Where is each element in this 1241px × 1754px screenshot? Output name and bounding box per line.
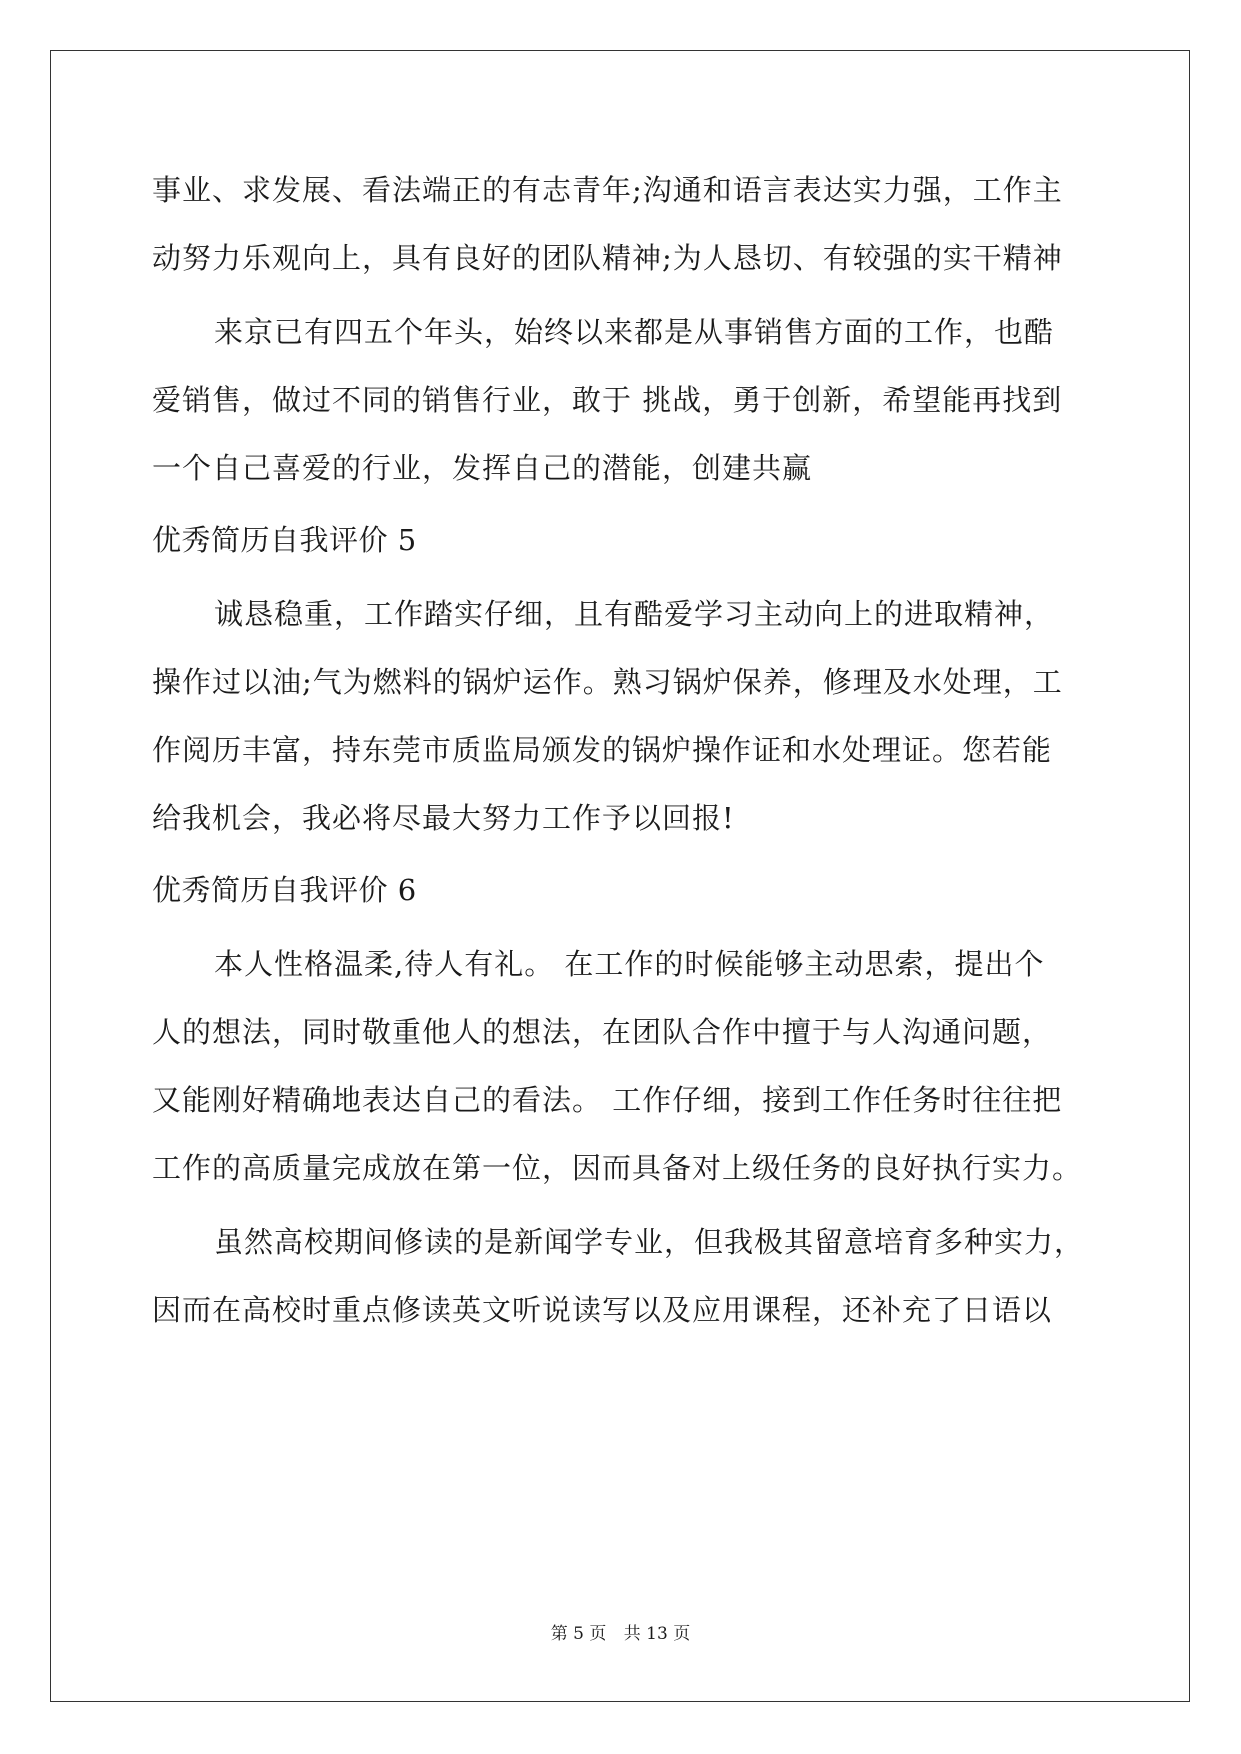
text-line: 事业、求发展、看法端正的有志青年;沟通和语言表达实力强，工作主: [152, 173, 1063, 207]
text-line: 工作的高质量完成放在第一位，因而具备对上级任务的良好执行实力。: [152, 1151, 1083, 1185]
text-line: 诚恳稳重，工作踏实仔细，且有酷爱学习主动向上的进取精神，: [214, 597, 1055, 631]
section-heading: 优秀简历自我评价 6: [152, 873, 417, 907]
section-heading: 优秀简历自我评价 5: [152, 523, 417, 557]
text-line: 操作过以油;气为燃料的锅炉运作。熟习锅炉保养，修理及水处理，工: [152, 665, 1063, 699]
text-line: 虽然高校期间修读的是新闻学专业，但我极其留意培育多种实力，: [214, 1225, 1085, 1259]
text-line: 来京已有四五个年头，始终以来都是从事销售方面的工作，也酷: [214, 315, 1055, 349]
text-line: 人的想法，同时敬重他人的想法，在团队合作中擅于与人沟通问题，: [152, 1015, 1053, 1049]
text-line: 本人性格温柔,待人有礼。 在工作的时候能够主动思索，提出个: [214, 947, 1045, 981]
page-number: 第 5 页: [550, 1624, 607, 1644]
text-line: 因而在高校时重点修读英文听说读写以及应用课程，还补充了日语以: [152, 1293, 1053, 1327]
text-line: 给我机会，我必将尽最大努力工作予以回报!: [152, 801, 735, 835]
text-line: 又能刚好精确地表达自己的看法。 工作仔细，接到工作任务时往往把: [152, 1083, 1063, 1117]
text-line: 爱销售，做过不同的销售行业，敢于 挑战，勇于创新，希望能再找到: [152, 383, 1063, 417]
page-footer: [0, 1622, 1241, 1646]
text-line: 一个自己喜爱的行业，发挥自己的潜能，创建共赢: [152, 451, 813, 485]
text-line: 作阅历丰富，持东莞市质监局颁发的锅炉操作证和水处理证。您若能: [152, 733, 1053, 767]
text-line: 动努力乐观向上，具有良好的团队精神;为人恳切、有较强的实干精神: [152, 241, 1063, 275]
page-total: 共 13 页: [623, 1624, 691, 1644]
